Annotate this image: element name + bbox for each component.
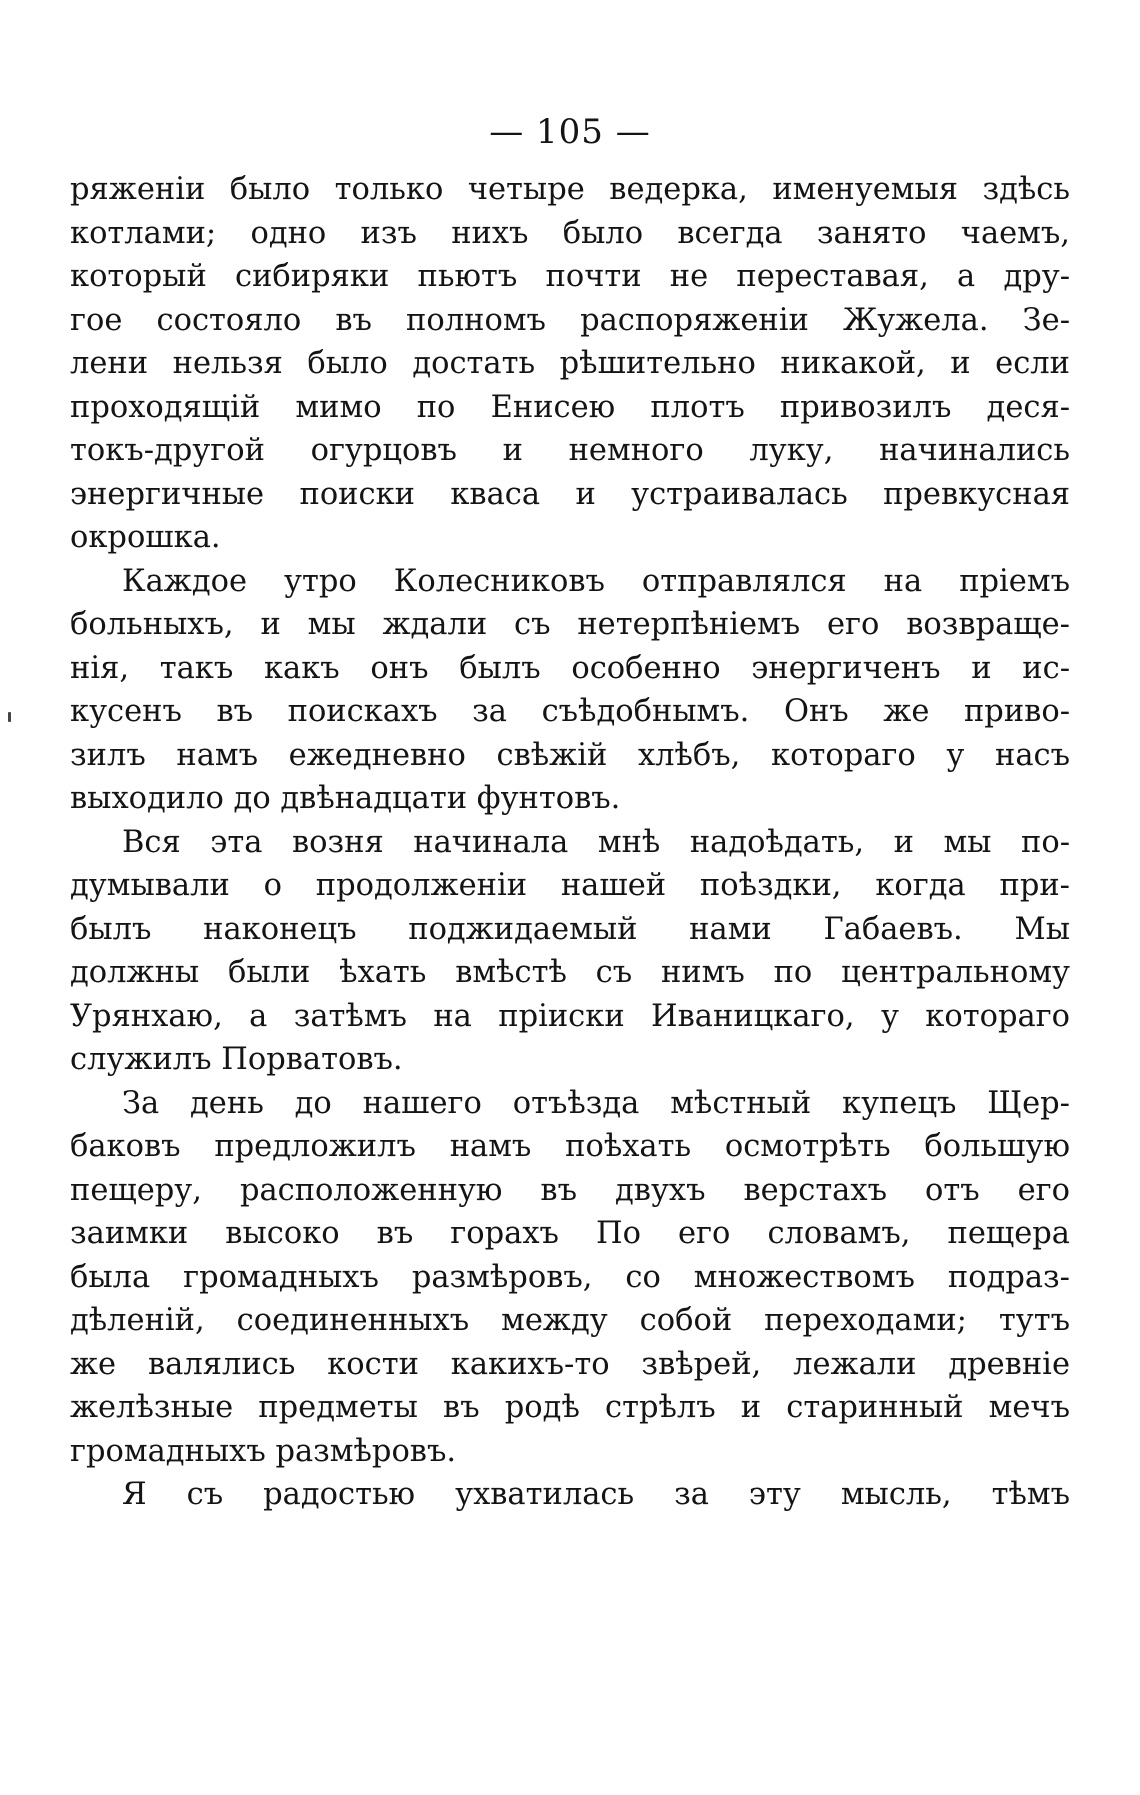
text-line: котлами; одно изъ нихъ было всегда занято чаемъ, <box>70 215 1070 251</box>
text-line: зилъ намъ ежедневно свѣжій хлѣбъ, котораго у насъ <box>70 737 1070 773</box>
text-line: Вся эта возня начинала мнѣ надоѣдать, и мы по- <box>122 824 1070 860</box>
text-line: Я съ радостью ухватилась за эту мысль, тѣмъ <box>122 1477 1070 1512</box>
paragraph-5 <box>70 1473 1070 1517</box>
text-line: былъ наконецъ поджидаемый нами Габаевъ. Мы <box>70 911 1070 947</box>
text-line: была громадныхъ размѣровъ, со множествомъ подраз- <box>70 1259 1070 1295</box>
text-line: дѣленій, соединенныхъ между собой переходами; тутъ <box>70 1303 1070 1338</box>
text-line: проходящій мимо по Енисею плотъ привозилъ деся- <box>70 389 1070 425</box>
text-line: Каждое утро Колесниковъ отправлялся на пріемъ <box>122 563 1070 599</box>
text-line: За день до нашего отъѣзда мѣстный купецъ Щер- <box>122 1085 1070 1121</box>
body-text <box>70 168 1070 1517</box>
text-line: ряженіи было только четыре ведерка, именуемыя здѣсь <box>70 172 1070 207</box>
paragraph-2 <box>70 560 1070 821</box>
text-line: энергичные поиски кваса и устраивалась превкусная <box>70 476 1070 512</box>
text-line: больныхъ, и мы ждали съ нетерпѣніемъ его возвраще- <box>70 607 1070 642</box>
text-line: заимки высоко въ горахъ По его словамъ, пещера <box>70 1216 1070 1251</box>
page-number: — 105 — <box>489 112 651 152</box>
text-line: гое состояло въ полномъ распоряженіи Жужела. Зе- <box>70 302 1070 338</box>
text-line: служилъ Порватовъ. <box>70 1042 403 1077</box>
text-line: громадныхъ размѣровъ. <box>70 1433 457 1469</box>
paragraph-3 <box>70 821 1070 1082</box>
paragraph-4 <box>70 1082 1070 1474</box>
text-line: который сибиряки пьютъ почти не переставая, а дру- <box>70 259 1070 294</box>
text-line: думывали о продолженіи нашей поѣздки, когда при- <box>70 868 1070 903</box>
text-line: должны были ѣхать вмѣстѣ съ нимъ по центральному <box>70 955 1070 990</box>
text-line: лени нельзя было достать рѣшительно никакой, и если <box>70 346 1070 381</box>
margin-mark <box>8 712 11 722</box>
paragraph-1 <box>70 168 1070 560</box>
text-line: желѣзные предметы въ родѣ стрѣлъ и старинный мечъ <box>70 1390 1070 1425</box>
text-line: же валялись кости какихъ-то звѣрей, лежали древніе <box>70 1346 1070 1382</box>
text-line: выходило до двѣнадцати фунтовъ. <box>70 781 621 816</box>
text-line: баковъ предложилъ намъ поѣхать осмотрѣть большую <box>70 1129 1070 1164</box>
text-line: кусенъ въ поискахъ за съѣдобнымъ. Онъ же приво- <box>70 694 1070 729</box>
text-line: пещеру, расположенную въ двухъ верстахъ отъ его <box>70 1172 1070 1208</box>
text-line: токъ-другой огурцовъ и немного луку, начинались <box>70 433 1070 468</box>
text-line: нія, такъ какъ онъ былъ особенно энергиченъ и ис- <box>70 650 1070 686</box>
text-line: Урянхаю, а затѣмъ на пріиски Иваницкаго, у котораго <box>70 998 1070 1034</box>
text-line: окрошка. <box>70 520 221 555</box>
